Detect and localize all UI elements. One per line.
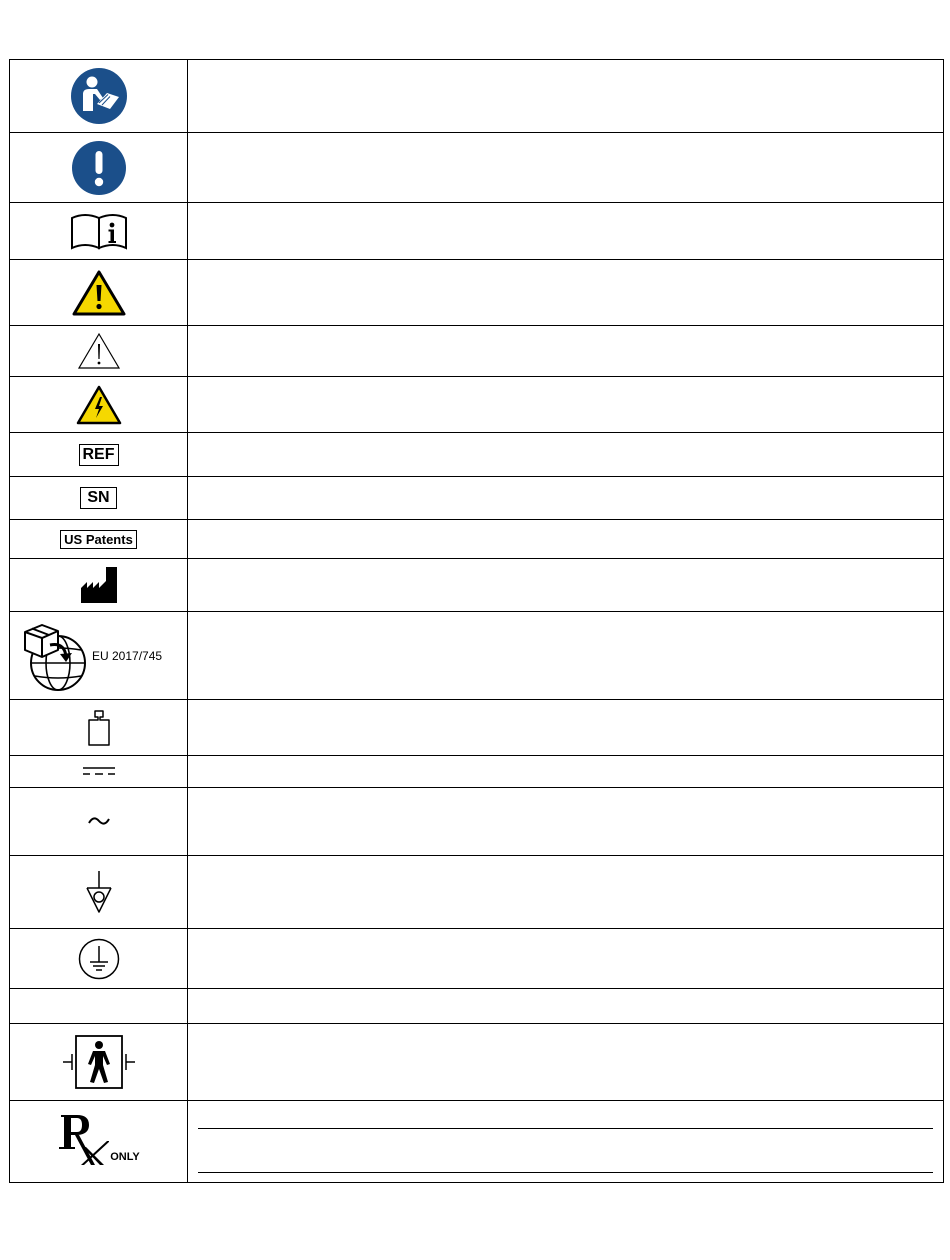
symbol-row	[10, 477, 944, 520]
consult-instructions-blue-icon	[70, 67, 128, 125]
description-cell	[188, 477, 944, 520]
ref-box: REF	[79, 444, 119, 466]
symbol-row	[10, 60, 944, 133]
description-cell	[188, 326, 944, 377]
description-cell	[188, 559, 944, 612]
description-cell	[188, 1024, 944, 1101]
mandatory-action-icon	[71, 140, 127, 196]
symbol-cell	[10, 1101, 188, 1183]
symbol-row	[10, 929, 944, 989]
symbol-cell	[10, 520, 188, 559]
general-warning-yellow-icon	[71, 269, 127, 317]
symbol-cell	[10, 612, 188, 700]
electrical-hazard-icon	[75, 384, 123, 426]
symbol-cell	[10, 477, 188, 520]
symbol-row	[10, 433, 944, 477]
description-cell	[188, 989, 944, 1024]
symbol-row	[10, 1024, 944, 1101]
description-cell	[188, 520, 944, 559]
symbol-row	[10, 612, 944, 700]
description-cell	[188, 929, 944, 989]
rx-only-icon	[57, 1111, 140, 1167]
symbol-cell	[10, 989, 188, 1024]
description-cell	[188, 433, 944, 477]
blank-line	[198, 1172, 933, 1173]
description-cell	[188, 377, 944, 433]
symbol-row	[10, 1101, 944, 1183]
symbol-row	[10, 989, 944, 1024]
description-cell	[188, 203, 944, 260]
description-cell	[188, 1101, 944, 1183]
symbol-row	[10, 377, 944, 433]
description-cell	[188, 756, 944, 788]
symbol-row	[10, 520, 944, 559]
symbol-row	[10, 203, 944, 260]
importer-icon	[22, 620, 90, 692]
symbol-cell	[10, 433, 188, 477]
importer-regulation-label: EU 2017/745	[92, 648, 163, 663]
symbol-cell	[10, 559, 188, 612]
direct-current-icon	[82, 765, 116, 777]
symbol-cell	[10, 929, 188, 989]
manufacturer-icon	[80, 566, 118, 604]
symbol-row	[10, 559, 944, 612]
symbol-cell	[10, 856, 188, 929]
symbol-cell	[10, 60, 188, 133]
description-cell	[188, 788, 944, 856]
symbols-table	[9, 59, 944, 1183]
defibrillation-proof-type-bf-icon	[61, 1035, 137, 1089]
symbol-row	[10, 756, 944, 788]
symbol-cell	[10, 260, 188, 326]
symbol-row	[10, 133, 944, 203]
description-cell	[188, 260, 944, 326]
description-cell	[188, 700, 944, 756]
symbol-row	[10, 260, 944, 326]
weight-icon	[87, 710, 111, 746]
blank-line	[198, 1128, 933, 1129]
symbol-row	[10, 856, 944, 929]
rx-only-label: ONLY	[110, 1151, 140, 1163]
symbol-cell	[10, 1024, 188, 1101]
caution-icon	[77, 332, 121, 370]
symbol-cell	[10, 203, 188, 260]
description-cell	[188, 60, 944, 133]
us-patents-box: US Patents	[60, 530, 137, 549]
description-cell	[188, 612, 944, 700]
symbol-row	[10, 326, 944, 377]
alternating-current-icon	[88, 814, 110, 828]
symbol-cell	[10, 788, 188, 856]
symbol-cell	[10, 133, 188, 203]
equipotentiality-icon	[85, 870, 113, 914]
protective-earth-icon	[78, 938, 120, 980]
symbol-cell	[10, 326, 188, 377]
symbol-row	[10, 788, 944, 856]
sn-box: SN	[80, 487, 116, 509]
symbol-cell	[10, 756, 188, 788]
operating-instructions-icon	[70, 212, 128, 250]
description-cell	[188, 856, 944, 929]
description-cell	[188, 133, 944, 203]
symbol-cell	[10, 700, 188, 756]
symbol-row	[10, 700, 944, 756]
symbol-cell	[10, 377, 188, 433]
